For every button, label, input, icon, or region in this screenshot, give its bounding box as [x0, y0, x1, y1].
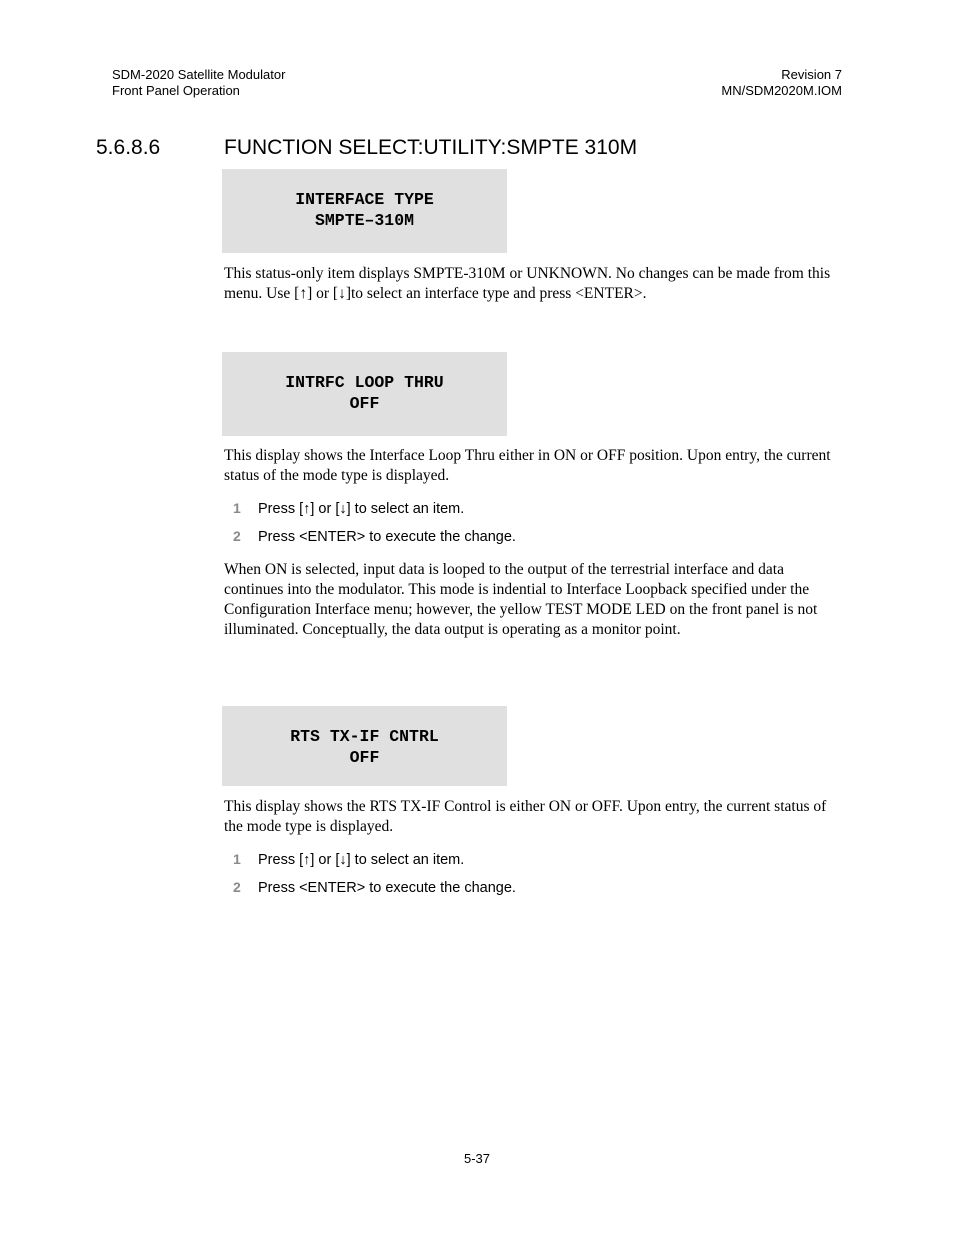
section-title: FUNCTION SELECT:UTILITY:SMPTE 310M	[224, 136, 638, 159]
list-item	[233, 527, 516, 555]
page-number: 5-37	[463, 1151, 491, 1166]
lcd-line2: OFF	[349, 394, 380, 413]
step-text: Press [↑] or [↓] to select an item.	[258, 501, 465, 517]
paragraph: When ON is selected, input data is looped to the output of the terrestrial interface and data continues into the modulator. This mode is indential to Interface Loopback specified under the Configuration Interface menu; however, the yellow TEST MODE LED on the front panel is not illuminated. Conceptually, the data output is operating as a monitor point.	[224, 561, 818, 638]
step-list	[233, 850, 516, 906]
step-text: Press <ENTER> to execute the change.	[258, 529, 516, 545]
list-item	[233, 850, 516, 878]
step-text: Press <ENTER> to execute the change.	[258, 880, 516, 896]
step-list	[233, 499, 516, 555]
section-heading	[96, 135, 856, 161]
step-text: Press [↑] or [↓] to select an item.	[258, 852, 465, 868]
chapter-title: Front Panel Operation	[112, 83, 240, 98]
doc-number: MN/SDM2020M.IOM	[721, 83, 842, 98]
list-item	[233, 499, 516, 527]
lcd-line1: RTS TX-IF CNTRL	[290, 727, 439, 746]
step-number: 1	[233, 851, 241, 867]
lcd-line2: SMPTE–310M	[314, 211, 415, 230]
paragraph: This display shows the RTS TX-IF Control is either ON or OFF. Upon entry, the current status of the mode type is displayed.	[224, 798, 827, 835]
lcd-line1: INTERFACE TYPE	[295, 190, 434, 209]
revision: Revision 7	[781, 67, 842, 82]
lcd-display-interface-type	[222, 169, 507, 253]
page-header-left	[112, 67, 285, 99]
paragraph: This display shows the Interface Loop Thru either in ON or OFF position. Upon entry, the current status of the mode type is displayed.	[224, 447, 831, 484]
step-number: 2	[233, 528, 241, 544]
paragraph: This status-only item displays SMPTE-310M or UNKNOWN. No changes can be made from this menu. Use [↑] or [↓]to select an interface type and press <ENTER>.	[224, 265, 831, 302]
lcd-display-loop-thru	[222, 352, 507, 436]
step-number: 1	[233, 500, 241, 516]
page-header-right	[721, 67, 842, 99]
list-item	[233, 878, 516, 906]
step-number: 2	[233, 879, 241, 895]
section-number: 5.6.8.6	[96, 136, 161, 159]
lcd-line1: INTRFC LOOP THRU	[285, 373, 444, 392]
lcd-display-rts-control	[222, 706, 507, 786]
doc-title: SDM-2020 Satellite Modulator	[112, 67, 286, 82]
lcd-line2: OFF	[349, 748, 380, 767]
